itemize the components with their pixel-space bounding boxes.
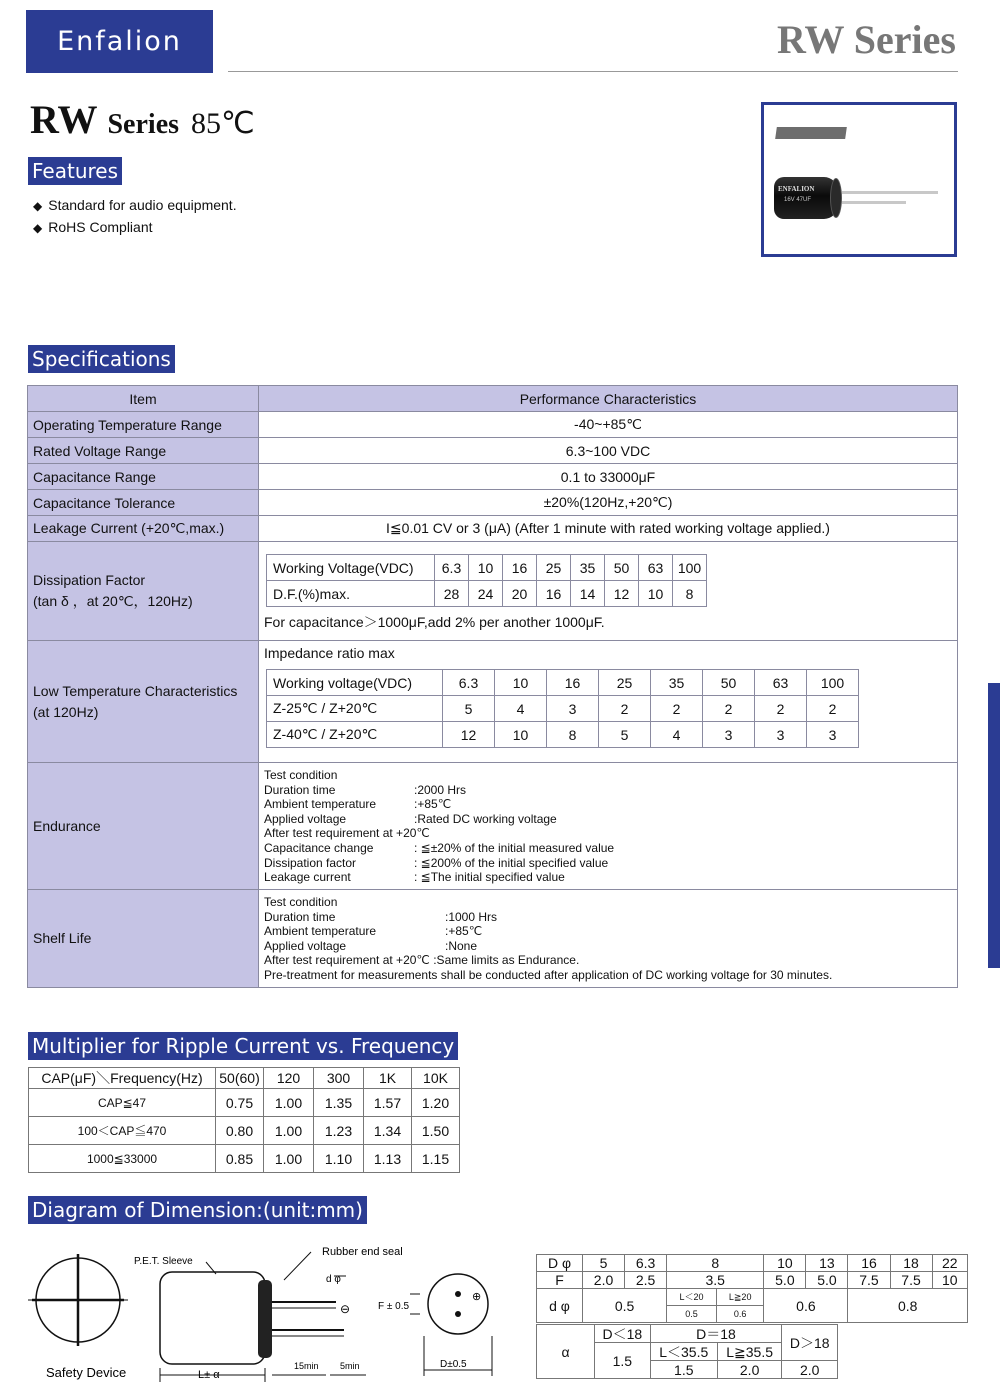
condition-value: :None bbox=[445, 938, 478, 953]
impedance-z40-label: Z-40℃ / Z+20℃ bbox=[267, 722, 443, 748]
table-cell: 2.0 bbox=[717, 1361, 781, 1379]
table-row bbox=[537, 1272, 968, 1289]
item-value bbox=[259, 542, 958, 641]
condition-line bbox=[264, 812, 952, 827]
impedance-z40-row bbox=[267, 722, 859, 748]
table-cell: 25 bbox=[599, 670, 651, 696]
multiplier-value: 0.85 bbox=[216, 1145, 264, 1173]
multiplier-value: 1.13 bbox=[364, 1145, 412, 1173]
table-cell: 16 bbox=[547, 670, 599, 696]
df-value-label: D.F.(%)max. bbox=[267, 581, 435, 607]
condition-value: :+85℃ bbox=[445, 924, 483, 939]
item-label bbox=[28, 641, 259, 763]
df-table bbox=[266, 554, 707, 607]
table-cell: 3 bbox=[703, 722, 755, 748]
capacitor-lead bbox=[842, 201, 906, 204]
table-cell: 2 bbox=[807, 696, 859, 722]
table-cell: 16 bbox=[537, 581, 571, 607]
table-row bbox=[28, 641, 958, 763]
impedance-z25-label: Z-25℃ / Z+20℃ bbox=[267, 696, 443, 722]
table-cell: 3.5 bbox=[667, 1272, 764, 1289]
table-row bbox=[537, 1255, 968, 1272]
item-value bbox=[259, 641, 958, 763]
table-cell: 5 bbox=[443, 696, 495, 722]
condition-value: : ≦200% of the initial specified value bbox=[414, 855, 609, 870]
condition-value: : ≦±20% of the initial measured value bbox=[414, 840, 615, 855]
multiplier-value: 1.00 bbox=[264, 1089, 314, 1117]
table-cell: 10 bbox=[639, 581, 673, 607]
ripple-table bbox=[28, 1067, 460, 1173]
ripple-row bbox=[29, 1117, 460, 1145]
multiplier-value: 0.80 bbox=[216, 1117, 264, 1145]
capacitor-print-rating: 16V 47UF bbox=[784, 197, 812, 203]
features-heading: Features bbox=[28, 157, 122, 185]
multiplier-value: 1.00 bbox=[264, 1145, 314, 1173]
table-cell: 14 bbox=[571, 581, 605, 607]
header-divider bbox=[228, 71, 958, 72]
table-row bbox=[537, 1289, 968, 1306]
item-label: Leakage Current (+20℃,max.) bbox=[28, 516, 259, 542]
table-cell: 10 bbox=[764, 1255, 806, 1272]
multiplier-value: 1.00 bbox=[264, 1117, 314, 1145]
table-cell: 6.3 bbox=[435, 555, 469, 581]
item-value: I≦0.01 CV or 3 (μA) (After 1 minute with rated working voltage applied.) bbox=[259, 516, 958, 542]
minus-terminal-icon: ⊖ bbox=[340, 1302, 351, 1316]
ripple-body bbox=[29, 1089, 460, 1173]
table-cell: 18 bbox=[890, 1255, 932, 1272]
table-cell: 63 bbox=[639, 555, 673, 581]
condition-value: :2000 Hrs bbox=[414, 782, 467, 797]
col-header-item: Item bbox=[28, 386, 259, 412]
test-condition-title: Test condition bbox=[264, 768, 338, 782]
frequency-header: 1K bbox=[364, 1068, 412, 1089]
ripple-row bbox=[29, 1089, 460, 1117]
table-cell: 63 bbox=[755, 670, 807, 696]
multiplier-value: 1.23 bbox=[314, 1117, 364, 1145]
series-title: RW Series bbox=[777, 17, 956, 62]
table-cell: 16 bbox=[503, 555, 537, 581]
table-cell: 10 bbox=[932, 1272, 967, 1289]
multiplier-value: 1.35 bbox=[314, 1089, 364, 1117]
safety-device-label: Safety Device bbox=[46, 1365, 127, 1380]
rubber-seal-label: Rubber end seal bbox=[322, 1246, 403, 1258]
table-cell: L≧35.5 bbox=[717, 1343, 781, 1361]
capacitor-side-view bbox=[160, 1252, 366, 1382]
condition-key: Leakage current bbox=[264, 870, 351, 885]
table-cell: 0.5 bbox=[583, 1289, 667, 1323]
frequency-header: 10K bbox=[412, 1068, 460, 1089]
table-cell: 5.0 bbox=[806, 1272, 848, 1289]
table-cell: 22 bbox=[932, 1255, 967, 1272]
length-label: L± α bbox=[198, 1369, 220, 1381]
item-label-line: Dissipation Factor bbox=[33, 572, 146, 588]
item-label: Capacitance Tolerance bbox=[28, 490, 259, 516]
df-value-row bbox=[267, 581, 707, 607]
product-name: RW bbox=[30, 97, 98, 142]
impedance-caption: Impedance ratio max bbox=[264, 645, 395, 661]
table-cell: D＞18 bbox=[782, 1325, 838, 1361]
table-cell: L＜20 bbox=[667, 1289, 717, 1306]
condition-line bbox=[264, 797, 952, 812]
df-voltage-label: Working Voltage(VDC) bbox=[267, 555, 435, 581]
condition-value: :+85℃ bbox=[414, 797, 452, 812]
condition-key: Duration time bbox=[264, 909, 336, 924]
table-cell: 2 bbox=[755, 696, 807, 722]
table-cell: L＜35.5 bbox=[650, 1343, 717, 1361]
multiplier-value: 1.34 bbox=[364, 1117, 412, 1145]
ripple-corner-header: CAP(μF)＼Frequency(Hz) bbox=[29, 1068, 216, 1089]
df-voltage-row bbox=[267, 555, 707, 581]
capacitor-lead bbox=[842, 191, 938, 194]
item-label: Rated Voltage Range bbox=[28, 438, 259, 464]
dimension-drawing bbox=[26, 1240, 526, 1390]
table-cell: L≧20 bbox=[716, 1289, 763, 1306]
table-cell: 100 bbox=[673, 555, 707, 581]
endurance-lines bbox=[264, 783, 952, 827]
feature-item bbox=[33, 197, 237, 213]
table-cell: 4 bbox=[495, 696, 547, 722]
item-label: Shelf Life bbox=[28, 890, 259, 988]
table-cell: 50 bbox=[703, 670, 755, 696]
condition-line bbox=[264, 783, 952, 798]
specifications-heading: Specifications bbox=[28, 345, 175, 373]
table-row bbox=[537, 1325, 838, 1343]
product-heading bbox=[30, 96, 255, 143]
item-label-line: (at 120Hz) bbox=[33, 703, 99, 720]
item-label-line: Low Temperature Characteristics bbox=[33, 682, 238, 699]
test-condition-title: Test condition bbox=[264, 895, 338, 909]
table-cell: 5 bbox=[599, 722, 651, 748]
condition-line bbox=[264, 856, 952, 871]
table-cell: 3 bbox=[547, 696, 599, 722]
diamond-bullet-icon: ◆ bbox=[33, 221, 43, 235]
condition-key: Capacitance change bbox=[264, 840, 374, 855]
table-cell: 1.5 bbox=[595, 1343, 651, 1379]
table-row bbox=[28, 464, 958, 490]
dimension-table bbox=[536, 1254, 968, 1323]
condition-key: Ambient temperature bbox=[264, 924, 377, 939]
alpha-table bbox=[536, 1324, 838, 1379]
condition-key: Applied voltage bbox=[264, 811, 347, 826]
frequency-header: 300 bbox=[314, 1068, 364, 1089]
impedance-voltage-label: Working voltage(VDC) bbox=[267, 670, 443, 696]
table-cell: 10 bbox=[495, 722, 547, 748]
frequency-header: 50(60) bbox=[216, 1068, 264, 1089]
condition-key: Applied voltage bbox=[264, 938, 347, 953]
feature-item bbox=[33, 219, 153, 235]
capacitor-end bbox=[830, 178, 842, 218]
table-cell: 5.0 bbox=[764, 1272, 806, 1289]
frequency-header: 120 bbox=[264, 1068, 314, 1089]
product-temp: 85℃ bbox=[191, 107, 255, 140]
endurance-value bbox=[259, 763, 958, 890]
condition-key: Ambient temperature bbox=[264, 797, 377, 812]
ripple-row bbox=[29, 1145, 460, 1173]
table-cell: 10 bbox=[469, 555, 503, 581]
table-cell: 4 bbox=[651, 722, 703, 748]
table-cell: 0.8 bbox=[848, 1289, 968, 1323]
lead-diameter-label: d φ bbox=[326, 1274, 341, 1285]
df-note: For capacitance＞1000μF,add 2% per another 1000μF. bbox=[264, 614, 605, 630]
condition-key: Dissipation factor bbox=[264, 855, 357, 870]
table-cell: 6.3 bbox=[443, 670, 495, 696]
diamond-bullet-icon: ◆ bbox=[33, 199, 43, 213]
table-row bbox=[28, 763, 958, 890]
item-label: Capacitance Range bbox=[28, 464, 259, 490]
table-cell: 12 bbox=[605, 581, 639, 607]
brand-logo bbox=[26, 10, 213, 73]
table-cell: 35 bbox=[651, 670, 703, 696]
condition-value: : ≦The initial specified value bbox=[414, 870, 565, 885]
shelf-lines bbox=[264, 910, 952, 954]
condition-key: Duration time bbox=[264, 782, 336, 797]
impedance-voltage-row bbox=[267, 670, 859, 696]
item-value: -40~+85℃ bbox=[259, 412, 958, 438]
multiplier-value: 1.10 bbox=[314, 1145, 364, 1173]
table-cell: 7.5 bbox=[890, 1272, 932, 1289]
multiplier-value: 1.20 bbox=[412, 1089, 460, 1117]
item-value: 6.3~100 VDC bbox=[259, 438, 958, 464]
product-series: Series bbox=[107, 109, 180, 140]
multiplier-value: 1.57 bbox=[364, 1089, 412, 1117]
condition-value: :Rated DC working voltage bbox=[414, 811, 557, 826]
shelf-value bbox=[259, 890, 958, 988]
table-cell: 0.5 bbox=[667, 1306, 717, 1323]
item-value: ±20%(120Hz,+20℃) bbox=[259, 490, 958, 516]
table-cell: 20 bbox=[503, 581, 537, 607]
table-cell: 8 bbox=[667, 1255, 764, 1272]
table-cell: 2.0 bbox=[782, 1361, 838, 1379]
side-tab-marker bbox=[988, 683, 1000, 968]
photo-fragment bbox=[775, 127, 847, 139]
item-label: Operating Temperature Range bbox=[28, 412, 259, 438]
table-cell: 28 bbox=[435, 581, 469, 607]
after-test-line: After test requirement at +20℃ :Same limits as Endurance. bbox=[264, 953, 580, 968]
table-cell: 0.6 bbox=[716, 1306, 763, 1323]
ripple-heading: Multiplier for Ripple Current vs. Frequency bbox=[28, 1032, 458, 1060]
row-label: F bbox=[537, 1272, 583, 1289]
table-cell: 1.5 bbox=[650, 1361, 717, 1379]
capacitance-range: 100＜CAP≦470 bbox=[29, 1117, 216, 1145]
table-row bbox=[28, 490, 958, 516]
impedance-z25-row bbox=[267, 696, 859, 722]
table-cell: 0.6 bbox=[764, 1289, 848, 1323]
row-label: d φ bbox=[537, 1289, 583, 1323]
min15-label: 15min bbox=[294, 1361, 319, 1371]
condition-line bbox=[264, 910, 952, 925]
table-row bbox=[28, 542, 958, 641]
col-header-performance: Performance Characteristics bbox=[259, 386, 958, 412]
table-cell: 10 bbox=[495, 670, 547, 696]
table-cell: 24 bbox=[469, 581, 503, 607]
multiplier-value: 0.75 bbox=[216, 1089, 264, 1117]
capacitor-print-brand: ENFALION bbox=[778, 185, 815, 193]
capacitance-range: CAP≦47 bbox=[29, 1089, 216, 1117]
table-cell: 2 bbox=[703, 696, 755, 722]
table-cell: 35 bbox=[571, 555, 605, 581]
table-cell: 100 bbox=[807, 670, 859, 696]
table-cell: 7.5 bbox=[848, 1272, 890, 1289]
table-header-row bbox=[28, 386, 958, 412]
table-row bbox=[28, 438, 958, 464]
table-cell: 3 bbox=[755, 722, 807, 748]
table-cell: 2 bbox=[651, 696, 703, 722]
table-cell: 2.0 bbox=[583, 1272, 625, 1289]
pet-sleeve-label: P.E.T. Sleeve bbox=[134, 1256, 193, 1267]
table-cell: 3 bbox=[807, 722, 859, 748]
item-value: 0.1 to 33000μF bbox=[259, 464, 958, 490]
multiplier-value: 1.15 bbox=[412, 1145, 460, 1173]
feature-text: Standard for audio equipment. bbox=[48, 197, 237, 213]
table-cell: 25 bbox=[537, 555, 571, 581]
row-label: D φ bbox=[537, 1255, 583, 1272]
table-cell: 13 bbox=[806, 1255, 848, 1272]
table-cell: 16 bbox=[848, 1255, 890, 1272]
condition-value: :1000 Hrs bbox=[445, 909, 498, 924]
ripple-header-row bbox=[29, 1068, 460, 1089]
item-label: Endurance bbox=[28, 763, 259, 890]
table-cell: 8 bbox=[673, 581, 707, 607]
condition-line bbox=[264, 939, 952, 954]
table-row bbox=[28, 890, 958, 988]
item-label-line: (tan δ ，at 20℃，120Hz) bbox=[33, 593, 193, 609]
multiplier-value: 1.50 bbox=[412, 1117, 460, 1145]
table-cell: 8 bbox=[547, 722, 599, 748]
safety-device-view bbox=[28, 1254, 128, 1346]
item-label bbox=[28, 542, 259, 641]
specifications-table bbox=[27, 385, 958, 988]
impedance-table bbox=[266, 669, 859, 748]
table-cell: 5 bbox=[583, 1255, 625, 1272]
table-cell: D＜18 bbox=[595, 1325, 651, 1343]
table-row bbox=[28, 516, 958, 542]
product-photo bbox=[761, 102, 957, 257]
condition-line bbox=[264, 870, 952, 885]
plus-terminal-icon: ⊕ bbox=[472, 1291, 482, 1303]
after-test-line: After test requirement at +20℃ bbox=[264, 826, 430, 841]
condition-line bbox=[264, 924, 952, 939]
diameter-label: D±0.5 bbox=[440, 1359, 467, 1370]
row-label: α bbox=[537, 1325, 595, 1379]
capacitance-range: 1000≦33000 bbox=[29, 1145, 216, 1173]
table-cell: D＝18 bbox=[650, 1325, 782, 1343]
dimension-heading: Diagram of Dimension:(unit:mm) bbox=[28, 1196, 367, 1224]
table-cell: 2.5 bbox=[625, 1272, 667, 1289]
lead-spacing-label: F ± 0.5 bbox=[378, 1301, 410, 1312]
table-cell: 2 bbox=[599, 696, 651, 722]
min5-label: 5min bbox=[340, 1361, 360, 1371]
table-cell: 6.3 bbox=[625, 1255, 667, 1272]
feature-text: RoHS Compliant bbox=[48, 219, 153, 235]
condition-line bbox=[264, 841, 952, 856]
endurance-results bbox=[264, 841, 952, 885]
table-cell: 50 bbox=[605, 555, 639, 581]
table-row bbox=[28, 412, 958, 438]
brand-name: Enfalion bbox=[57, 26, 182, 57]
table-cell: 12 bbox=[443, 722, 495, 748]
pretreatment-line: Pre-treatment for measurements shall be conducted after application of DC working voltage for 30 minutes. bbox=[264, 967, 833, 982]
